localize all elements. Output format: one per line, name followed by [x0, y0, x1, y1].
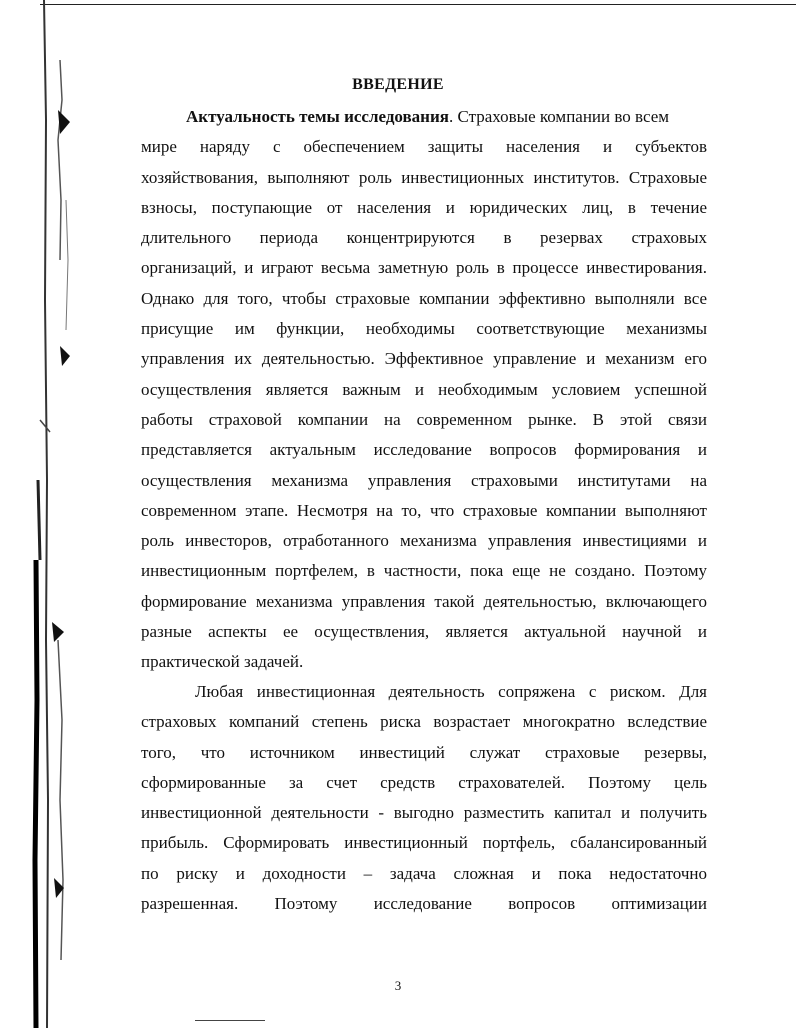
p1-line-3: хозяйствования, выполняют роль инвестиционных институтов. Страховые — [141, 167, 707, 187]
p2-line-7: по риску и доходности – задача сложная и пока недостаточно — [141, 863, 707, 883]
p2-line-5: инвестиционной деятельности - выгодно разместить капитал и получить — [141, 803, 707, 823]
p1-line-15: роль инвесторов, отработанного механизма управления инвестициями и — [141, 531, 707, 551]
p2-line-6: прибыль. Сформировать инвестиционный портфель, сбалансированный — [141, 833, 707, 853]
p1-line-2: мире наряду с обеспечением защиты населения и субъектов — [141, 137, 707, 157]
p2-line-8: разрешенная. Поэтому исследование вопросов оптимизации — [141, 894, 707, 914]
page-number: 3 — [394, 978, 402, 993]
p1-line-14: современном этапе. Несмотря на то, что страховые компании выполняют — [141, 500, 707, 520]
p1-line-7: Однако для того, чтобы страховые компании эффективно выполняли все — [141, 288, 707, 308]
p2-line-1: Любая инвестиционная деятельность сопряжена с риском. Для — [195, 682, 707, 701]
lead-heading: Актуальность темы исследования — [186, 107, 449, 126]
p2-line-2: страховых компаний степень риска возрастает многократно вследствие — [141, 712, 707, 732]
scan-binding-edge — [0, 0, 80, 1028]
p1-line-17: формирование механизма управления такой деятельностью, включающего — [141, 591, 707, 611]
p1-line-4: взносы, поступающие от населения и юридических лиц, в течение — [141, 197, 707, 217]
p1-line-13: осуществления механизма управления страховыми институтами на — [141, 470, 707, 490]
p1-line-12: представляется актуальным исследование вопросов формирования и — [141, 440, 707, 460]
p1-line-5: длительного периода концентрируются в резервах страховых — [141, 228, 707, 248]
p1-line-6: организаций, и играют весьма заметную роль в процессе инвестирования. — [141, 258, 707, 278]
p1-line-16: инвестиционным портфелем, в частности, пока еще не создано. Поэтому — [141, 561, 707, 581]
p1-line-11: работы страховой компании на современном рынке. В этой связи — [141, 409, 707, 429]
p1-line-10: осуществления является важным и необходимым условием успешной — [141, 379, 707, 399]
scan-bottom-mark — [195, 1020, 265, 1021]
p1-line-1-text: . Страховые компании во всем — [448, 107, 670, 126]
p1-line-9: управления их деятельностью. Эффективное управление и механизм его — [141, 349, 707, 369]
paragraph-2 — [141, 677, 707, 919]
p1-line-19: практической задачей. — [141, 652, 304, 672]
p1-line-8: присущие им функции, необходимы соответствующие механизмы — [141, 319, 707, 339]
scan-top-edge — [40, 4, 796, 5]
paragraph-1 — [141, 102, 707, 678]
p1-line-18: разные аспекты ее осуществления, является актуальной научной и — [141, 622, 707, 642]
p1-line-1 — [141, 102, 707, 132]
p2-line-4: сформированные за счет средств страхователей. Поэтому цель — [141, 772, 707, 792]
page-title: ВВЕДЕНИЕ — [352, 76, 444, 93]
p2-line-3: того, что источником инвестиций служат страховые резервы, — [141, 742, 707, 762]
